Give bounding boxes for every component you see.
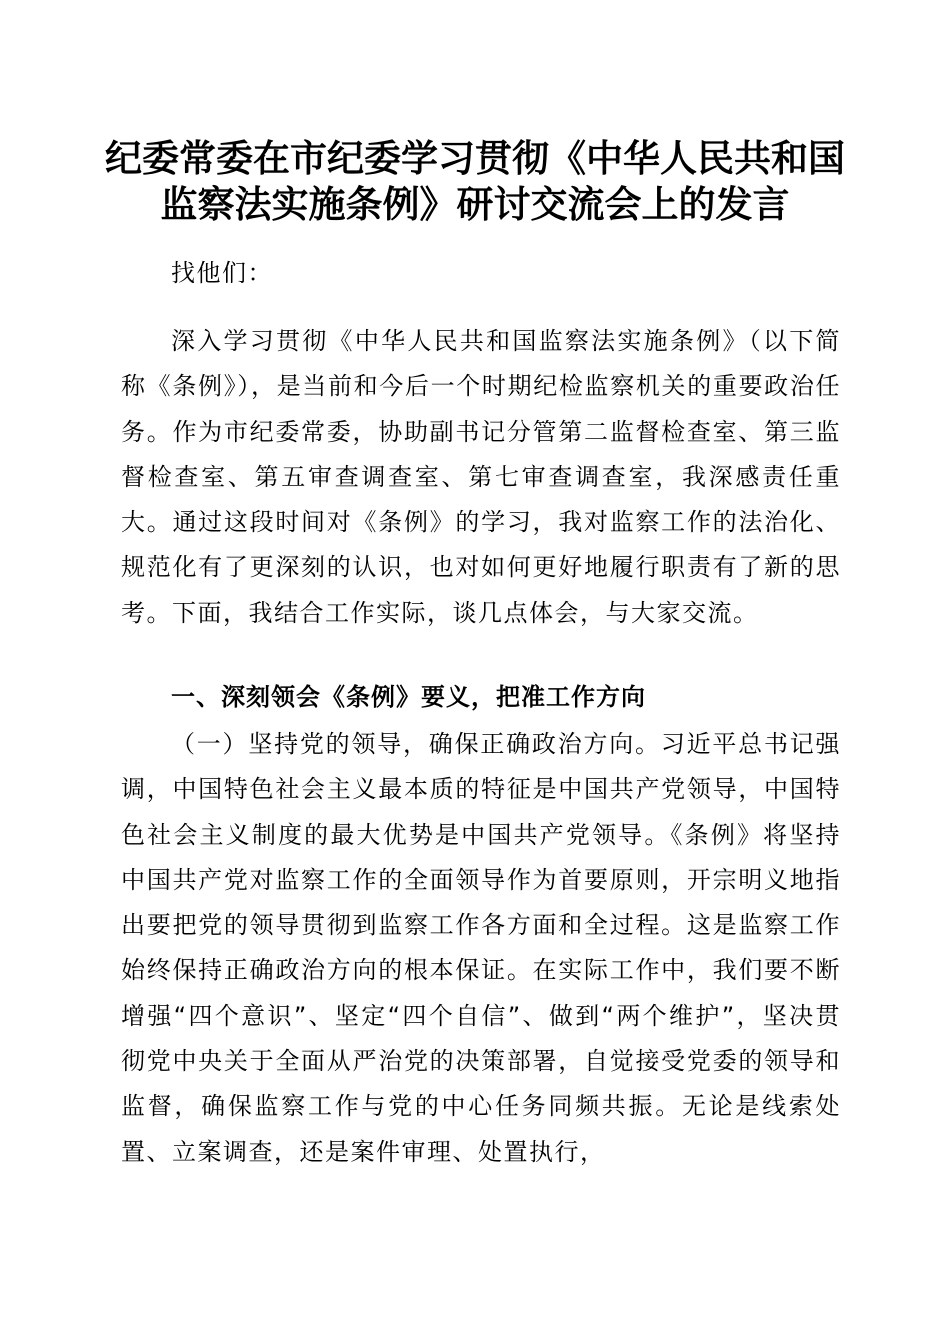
paragraph-section-1-1: （一）坚持党的领导，确保正确政治方向。习近平总书记强调，中国特色社会主义最本质的特征是中国共产党领导，中国特色社会主义制度的最大优势是中国共产党领导。《条例》将坚持中国共产党对监察工作的全面领导作为首要原则，开宗明义地指出要把党的领导贯彻到监察工作各方面和全过程。这是监察工作始终保持正确政治方向的根本保证。在实际工作中，我们要不断增强“四个意识”、坚定“四个自信”、做到“两个维护”，坚决贯彻党中央关于全面从严治党的决策部署，自觉接受党委的领导和监督，确保监察工作与党的中心任务同频共振。无论是线索处置、立案调查，还是案件审理、处置执行，	[121, 730, 841, 1166]
document-title-line-1: 纪委常委在市纪委学习贯彻《中华人民共和国	[105, 136, 845, 180]
greeting-text: 找他们：	[171, 259, 273, 287]
paragraph-intro: 深入学习贯彻《中华人民共和国监察法实施条例》（以下简称《条例》），是当前和今后一个时期纪检监察机关的重要政治任务。作为市纪委常委，协助副书记分管第二监督检查室、第三监督检查室、第五审查调查室、第七审查调查室，我深感责任重大。通过这段时间对《条例》的学习，我对监察工作的法治化、规范化有了更深刻的认识，也对如何更好地履行职责有了新的思考。下面，我结合工作实际，谈几点体会，与大家交流。	[121, 327, 841, 627]
greeting	[121, 251, 841, 296]
section-heading-1: 一、深刻领会《条例》要义，把准工作方向	[171, 683, 646, 711]
document-title-line-2: 监察法实施条例》研讨交流会上的发言	[160, 182, 790, 226]
